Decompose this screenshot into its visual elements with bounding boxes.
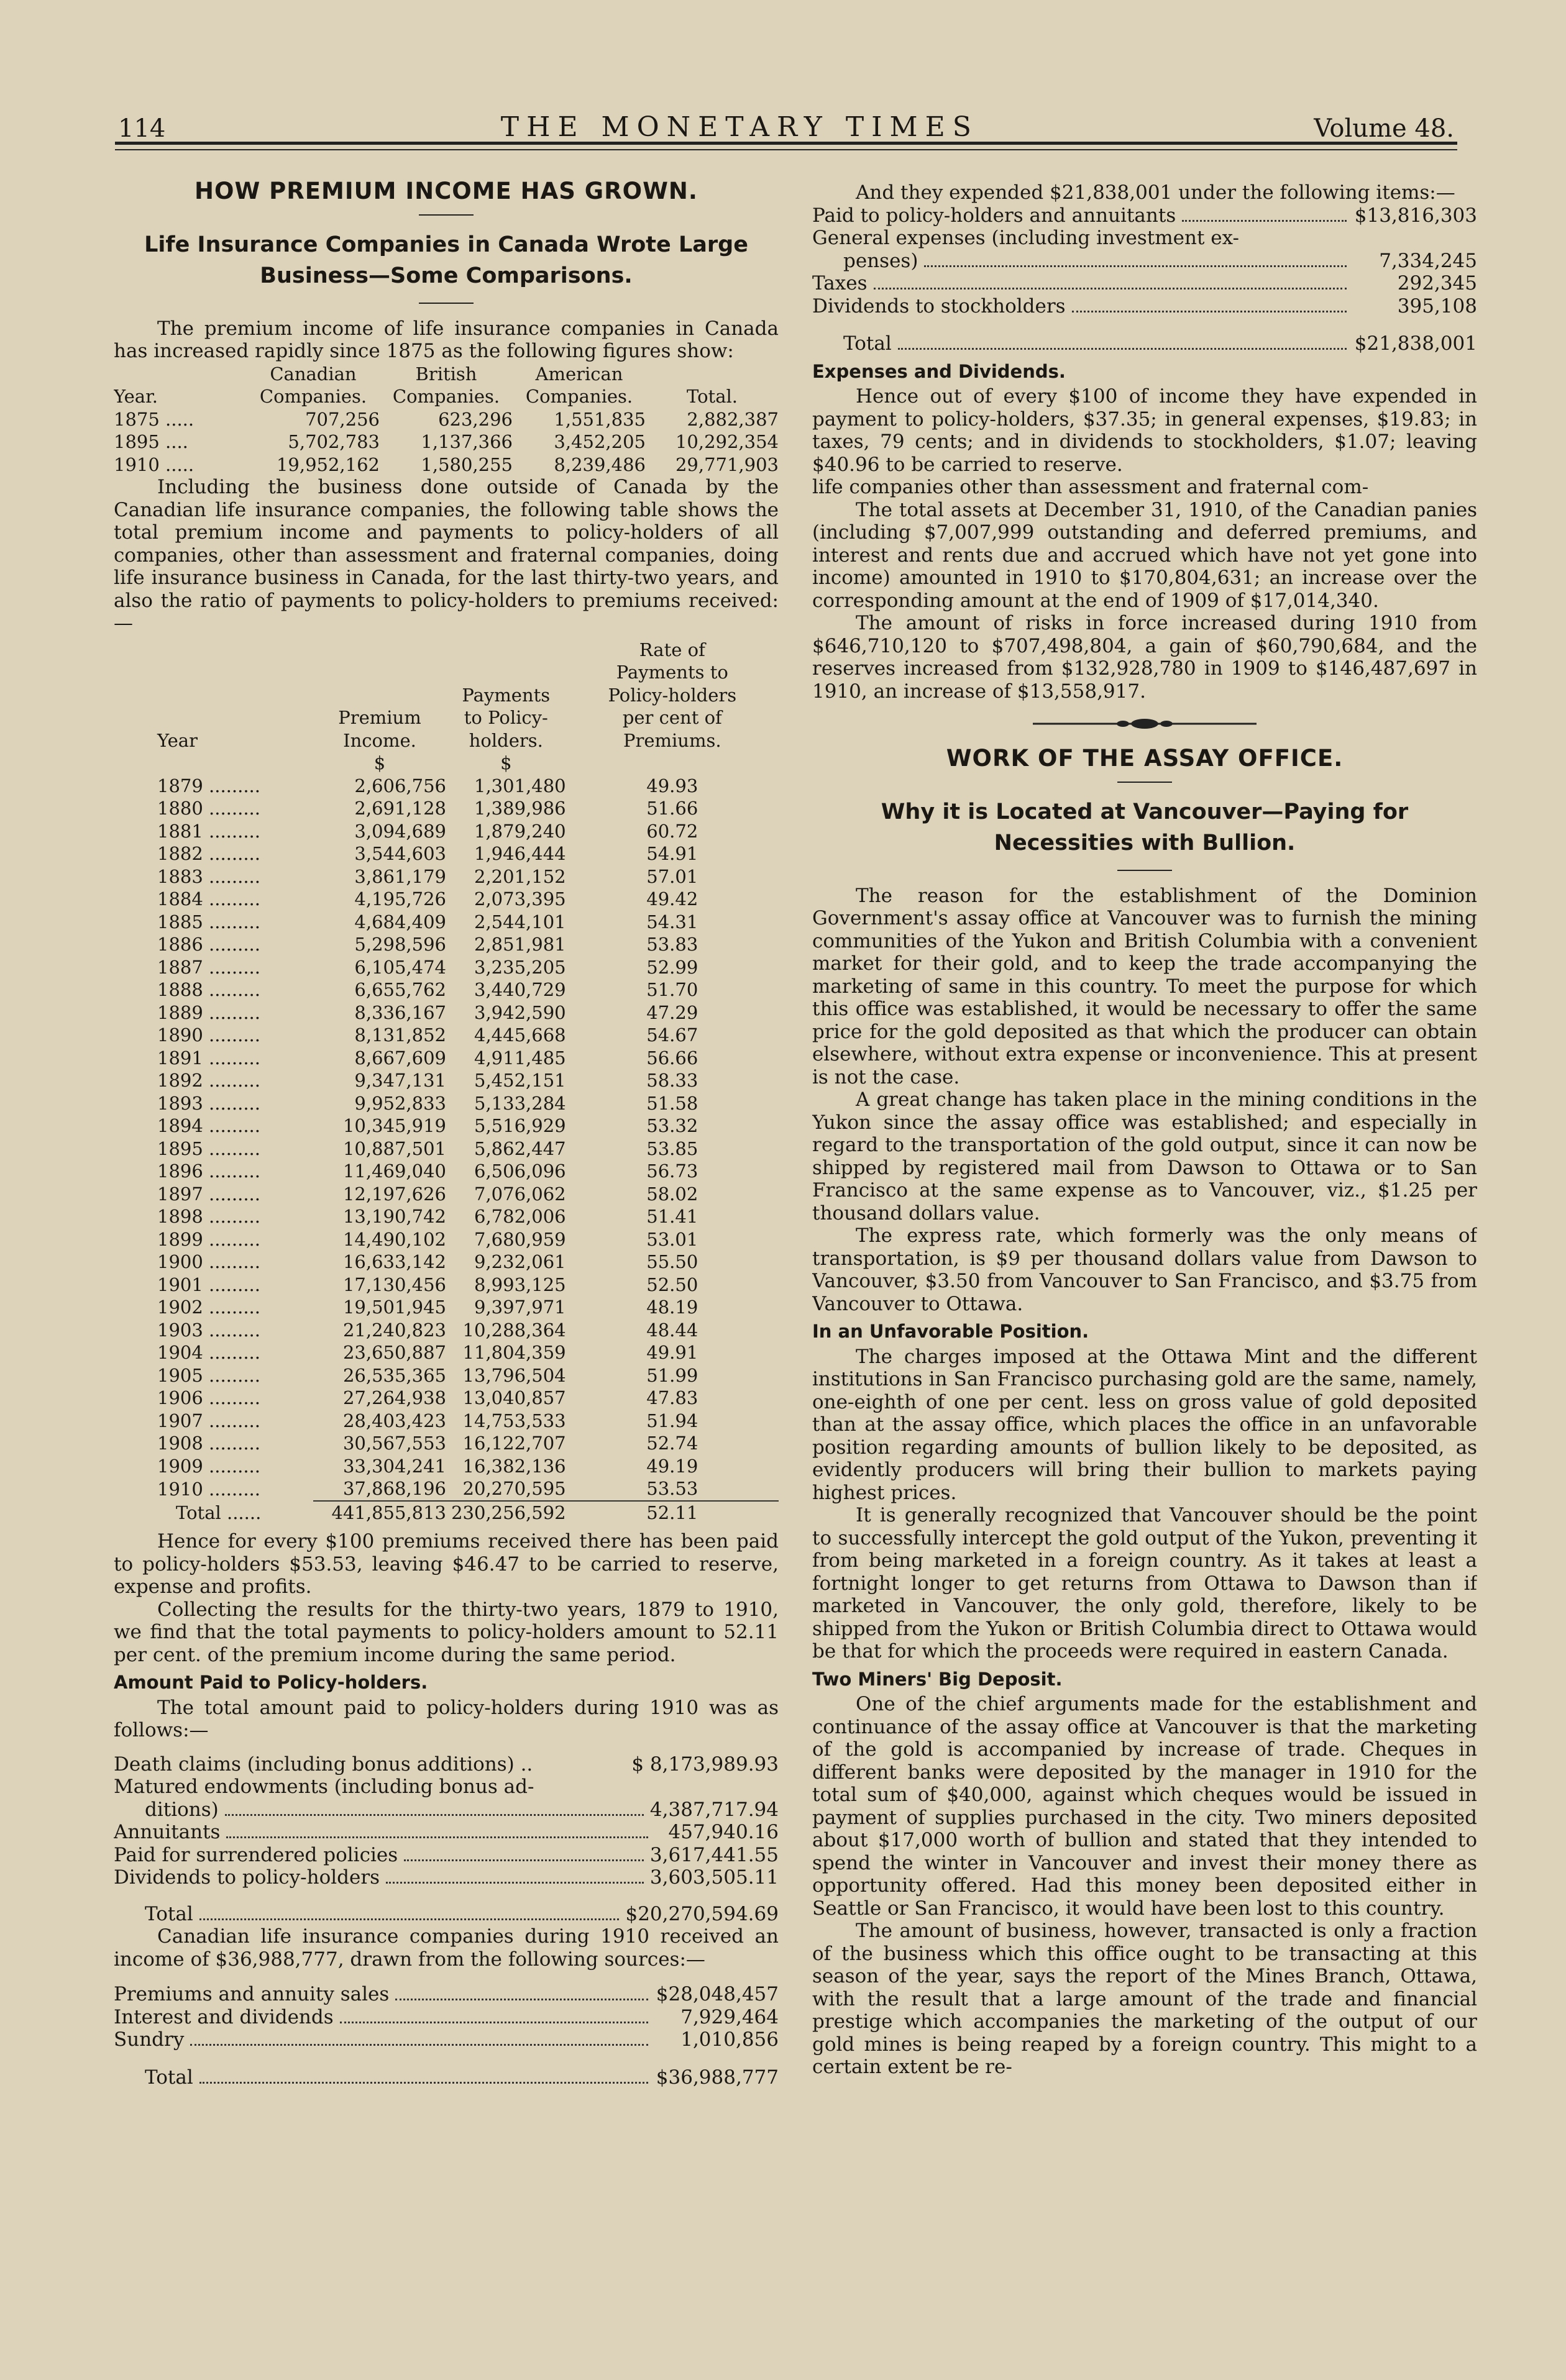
premium-cell: 14,490,102 — [342, 1228, 446, 1250]
rate-cell: 54.67 — [646, 1024, 698, 1046]
list-item — [114, 2006, 779, 2029]
table-row — [114, 1138, 779, 1160]
rate-cell: 51.41 — [646, 1206, 698, 1227]
payments-cell: 3,235,205 — [474, 956, 566, 978]
premium-cell: 30,567,553 — [342, 1433, 446, 1454]
paragraph: The express rate, which formerly was the only means of transportation, is $9 per thousand dollars value from Dawson to Vancouver, $3.50 from Vancouver to San Francisco, and $3.75 from Vancouver to Ottawa. — [812, 1224, 1477, 1315]
list-item — [114, 2028, 779, 2051]
item-label: Paid for surrendered policies — [114, 1843, 398, 1866]
payments-cell: 3,440,729 — [474, 979, 566, 1000]
british-cell: 1,580,255 — [421, 454, 513, 475]
item-label: Death claims (including bonus additions) .. — [114, 1753, 533, 1776]
rate-cell: 53.32 — [646, 1115, 698, 1136]
total-label: Total — [843, 332, 892, 355]
paragraph: The total assets at December 31, 1910, of the Canadian panies (including $7,007,999 outstanding and deferred premiums, and interest and rents due and accrued which have not yet gone into income) amounted in 1910 to $170,804,631; an increase over the corresponding amount at the end of 1909 of $17,014,340. — [812, 498, 1477, 612]
year-cell: 1908 ......... — [157, 1433, 260, 1454]
payments-cell: 13,040,857 — [462, 1387, 566, 1408]
item-value: 7,929,464 — [680, 2005, 779, 2028]
payments-cell: 2,544,101 — [474, 911, 566, 932]
american-cell: 1,551,835 — [554, 408, 646, 430]
payments-cell: 10,288,364 — [462, 1319, 566, 1341]
year-cell: 1890 ......... — [157, 1024, 260, 1046]
paragraph: The total amount paid to policy-holders during 1910 was as follows:— — [114, 1696, 779, 1741]
canadian-cell: 19,952,162 — [276, 454, 380, 475]
payments-cell: 20,270,595 — [462, 1478, 566, 1499]
exp-total-row — [812, 332, 1477, 355]
payments-cell: 9,397,971 — [474, 1297, 566, 1318]
table-row — [114, 1024, 779, 1047]
paid-total-row — [114, 1903, 779, 1926]
column-header: Payments to — [616, 662, 728, 683]
rate-cell: 58.02 — [646, 1183, 698, 1205]
year-cell: 1889 ......... — [157, 1001, 260, 1023]
rate-cell: 56.73 — [646, 1160, 698, 1182]
column-header: Policy-holders — [608, 684, 737, 706]
column-header: Year — [157, 729, 198, 751]
premium-cell: 9,347,131 — [354, 1070, 446, 1091]
article-heading: WORK OF THE ASSAY OFFICE. — [946, 745, 1344, 772]
paragraph: The amount of business, however, transacted is only a fraction of the business which this office ought to be transacting at this season of the year, says the report of the Mines Branch, Ottawa, with the result that a large amount of the trade and financial prestige which accompanies the marketing of the output of our gold mines is being reaped by a foreign country. This might to a certain extent be re- — [812, 1920, 1477, 2078]
payments-cell: 5,516,929 — [474, 1115, 566, 1136]
article-subheading: Why it is Located at Vancouver—Paying for Necessities with Bullion. — [881, 799, 1409, 855]
american-cell: 8,239,486 — [554, 454, 646, 475]
item-value: 457,940.16 — [668, 1821, 779, 1843]
premium-cell: 13,190,742 — [342, 1206, 446, 1227]
year-cell: 1875 ..... — [114, 408, 195, 430]
year-cell: 1903 ......... — [157, 1319, 260, 1341]
table-row — [114, 1160, 779, 1183]
premium-cell: 33,304,241 — [342, 1455, 446, 1477]
year-cell: 1884 ......... — [157, 888, 260, 910]
rate-cell: 51.94 — [646, 1410, 698, 1431]
table-row — [114, 1364, 779, 1387]
premium-payments-table — [114, 639, 779, 1525]
column-header: Income. — [343, 729, 416, 751]
column-header: Year. — [114, 386, 158, 407]
rate-cell: 49.19 — [646, 1455, 698, 1477]
table-row — [114, 1319, 779, 1342]
premium-cell: 19,501,945 — [342, 1297, 446, 1318]
item-value: 4,387,717.94 — [649, 1798, 779, 1821]
rate-cell: 55.50 — [646, 1251, 698, 1272]
total-payments: 230,256,592 — [451, 1502, 566, 1523]
column-header: American — [535, 363, 623, 385]
rate-cell: 49.91 — [646, 1342, 698, 1363]
year-cell: 1887 ......... — [157, 956, 260, 978]
table-row — [114, 797, 779, 820]
year-cell: 1910 ..... — [114, 454, 195, 475]
table-row — [114, 1274, 779, 1297]
list-item — [114, 1983, 779, 2006]
column-header: Companies. — [392, 386, 500, 407]
year-cell: 1899 ......... — [157, 1228, 260, 1250]
list-item — [114, 1753, 779, 1776]
total-label: Total ...... — [176, 1502, 262, 1523]
year-cell: 1891 ......... — [157, 1047, 260, 1069]
year-cell: 1904 ......... — [157, 1342, 260, 1363]
premium-cell: 3,544,603 — [354, 843, 446, 864]
year-cell: 1897 ......... — [157, 1183, 260, 1205]
table-row — [114, 911, 779, 934]
payments-cell: 2,851,981 — [474, 934, 566, 955]
premium-cell: 9,952,833 — [354, 1092, 446, 1114]
premium-cell: 26,535,365 — [342, 1364, 446, 1386]
rate-cell: 51.58 — [646, 1092, 698, 1114]
payments-cell: 3,942,590 — [474, 1001, 566, 1023]
rate-cell: 47.29 — [646, 1001, 698, 1023]
section-subheading: Two Miners' Big Deposit. — [812, 1668, 1063, 1690]
list-item — [812, 250, 1477, 273]
premium-cell: 28,403,423 — [342, 1410, 446, 1431]
rate-cell: 51.99 — [646, 1364, 698, 1386]
year-cell: 1883 ......... — [157, 865, 260, 887]
total-value: $20,270,594.69 — [625, 1902, 779, 1925]
rate-cell: 58.33 — [646, 1070, 698, 1091]
table-row — [114, 865, 779, 888]
paragraph: And they expended $21,838,001 under the following items:— — [856, 181, 1455, 204]
article-subheading: Life Insurance Companies in Canada Wrote Large Business—Some Comparisons. — [144, 232, 748, 288]
item-label: Annuitants — [114, 1821, 221, 1843]
expenditure-list — [812, 204, 1477, 318]
year-cell: 1895 .... — [114, 431, 188, 452]
paragraph: It is generally recognized that Vancouver should be the point to successfully intercept the gold output of the Yukon, preventing it from being marketed in a foreign country. As it takes at least a fortnight longer to get returns from Ottawa to Dawson than if marketed in Vancouver, the only gold, therefore, likely to be shipped from the Yukon or British Columbia direct to Ottawa would be that for which the proceeds were required in eastern Canada. — [812, 1504, 1477, 1662]
item-value: 292,345 — [1397, 272, 1477, 294]
list-item — [114, 1776, 779, 1799]
year-cell: 1893 ......... — [157, 1092, 260, 1114]
list-item — [114, 1866, 779, 1889]
paragraph: The reason for the establishment of the Dominion Government's assay office at Vancouver was to furnish the mining communities of the Yukon and British Columbia with a convenient market for their gold, and to keep the trade accompanying the marketing of same in this country. To meet the purpose for which this office was established, it would be necessary to offer the same price for the gold deposited as that which the producer can obtain elsewhere, without extra expense or inconvenience. This at present is not the case. — [812, 884, 1477, 1088]
year-cell: 1888 ......... — [157, 979, 260, 1000]
payments-cell: 9,232,061 — [474, 1251, 566, 1272]
rate-cell: 49.93 — [646, 775, 698, 796]
item-value: 3,617,441.55 — [649, 1843, 779, 1866]
column-header: Payments — [462, 684, 551, 706]
total-label: Total — [145, 1902, 193, 1925]
table-row — [114, 408, 779, 431]
table-row — [114, 775, 779, 798]
item-label: ditions) — [145, 1798, 219, 1821]
list-item — [114, 1799, 779, 1821]
rate-cell: 54.91 — [646, 843, 698, 864]
year-cell: 1896 ......... — [157, 1160, 260, 1182]
premium-cell: 12,197,626 — [342, 1183, 446, 1205]
payments-cell: 11,804,359 — [462, 1342, 566, 1363]
year-cell: 1885 ......... — [157, 911, 260, 932]
paragraph: Including the business done outside of Canada by the Canadian life insurance companies, the following table shows the total premium income and payments to policy-holders of all companies, other than assessment and fraternal companies, doing life insurance business in Canada, for the last thirty-two years, and also the ratio of payments to policy-holders to premiums received:— — [114, 476, 779, 634]
total-cell: 10,292,354 — [675, 431, 779, 452]
header-rule-thick — [115, 142, 1457, 145]
premium-cell: 16,633,142 — [342, 1251, 446, 1272]
rate-cell: 49.42 — [646, 888, 698, 910]
divider — [1117, 782, 1172, 783]
left-column — [114, 168, 779, 2355]
list-item — [812, 272, 1477, 295]
column-header: British — [415, 363, 477, 385]
item-label: Dividends to stockholders — [812, 294, 1066, 317]
premium-cell: 8,336,167 — [354, 1001, 446, 1023]
ornament-divider — [1033, 716, 1257, 731]
premium-cell: 17,130,456 — [342, 1274, 446, 1295]
table-total-row — [114, 1502, 779, 1525]
divider — [1117, 870, 1172, 871]
table-row — [114, 1001, 779, 1024]
rate-cell: 53.85 — [646, 1138, 698, 1159]
table-row — [114, 820, 779, 843]
table-row — [114, 842, 779, 865]
year-cell: 1880 ......... — [157, 798, 260, 819]
year-cell: 1898 ......... — [157, 1206, 260, 1227]
premium-cell: 6,105,474 — [354, 956, 446, 978]
item-value: 1,010,856 — [680, 2028, 779, 2051]
table-row — [114, 933, 779, 956]
year-cell: 1892 ......... — [157, 1070, 260, 1091]
payments-cell: 7,076,062 — [474, 1183, 566, 1205]
item-value: 3,603,505.11 — [649, 1866, 779, 1889]
total-value: $36,988,777 — [656, 2066, 779, 2089]
year-cell: 1906 ......... — [157, 1387, 260, 1408]
rate-cell: 60.72 — [646, 820, 698, 842]
table-row — [114, 978, 779, 1001]
table-row — [114, 1455, 779, 1478]
item-value: $13,816,303 — [1354, 204, 1477, 227]
paragraph: Canadian life insurance companies during 1910 received an income of $36,988,777, drawn from the following sources:— — [114, 1925, 779, 1971]
payments-cell: 5,862,447 — [474, 1138, 566, 1159]
premium-cell: 3,861,179 — [354, 865, 446, 887]
premium-cell: 23,650,887 — [342, 1342, 446, 1363]
british-cell: 1,137,366 — [421, 431, 513, 452]
premium-cell: 10,345,919 — [342, 1115, 446, 1136]
item-label: Taxes — [812, 272, 868, 294]
rate-cell: 48.44 — [646, 1319, 698, 1341]
payments-cell: 13,796,504 — [462, 1364, 566, 1386]
total-rate: 52.11 — [646, 1502, 698, 1523]
rate-cell: 52.50 — [646, 1274, 698, 1295]
total-cell: 2,882,387 — [687, 408, 779, 430]
item-label: Paid to policy-holders and annuitants — [812, 204, 1176, 227]
table-row — [114, 454, 779, 476]
list-item — [114, 1844, 779, 1867]
section-subheading: Amount Paid to Policy-holders. — [114, 1672, 428, 1693]
column-header: Total. — [687, 386, 738, 407]
item-value: 395,108 — [1397, 294, 1477, 317]
table-row — [114, 1115, 779, 1138]
premium-cell: 4,195,726 — [354, 888, 446, 910]
premium-cell: 37,868,196 — [342, 1478, 446, 1499]
year-cell: 1910 ......... — [157, 1478, 260, 1500]
premium-cell: 10,887,501 — [342, 1138, 446, 1159]
table-row — [114, 1410, 779, 1433]
table-row — [114, 1341, 779, 1364]
item-value: 7,334,245 — [1379, 249, 1477, 272]
column-header: $ — [373, 752, 386, 773]
table-row — [114, 1432, 779, 1455]
premium-cell: 8,667,609 — [354, 1047, 446, 1069]
premium-cell: 27,264,938 — [342, 1387, 446, 1408]
table-row — [114, 1183, 779, 1206]
payments-cell: 16,122,707 — [462, 1433, 566, 1454]
payments-cell: 1,879,240 — [474, 820, 566, 842]
total-premium: 441,855,813 — [331, 1502, 446, 1523]
table-row — [114, 1228, 779, 1251]
table-row — [114, 1387, 779, 1410]
column-header: $ — [500, 752, 512, 773]
column-header: to Policy- — [464, 707, 548, 728]
page-header — [118, 93, 1454, 143]
column-header: per cent of — [622, 707, 722, 728]
payments-cell: 7,680,959 — [474, 1228, 566, 1250]
year-cell: 1886 ......... — [157, 934, 260, 955]
list-item — [812, 227, 1477, 250]
premium-cell: 11,469,040 — [342, 1160, 446, 1182]
paragraph: The charges imposed at the Ottawa Mint and the different institutions in San Francisco purchasing gold are the same, namely, one-eighth of one per cent. less on gross value of gold deposited than at the assay office, which places the office in an unfavorable position regarding amounts of bullion likely to be deposited, as evidently producers will bring their bullion to markets paying highest prices. — [812, 1345, 1477, 1504]
income-total-row — [114, 2066, 779, 2089]
year-cell: 1879 ......... — [157, 775, 260, 796]
payments-cell: 16,382,136 — [462, 1455, 566, 1477]
rate-cell: 48.19 — [646, 1297, 698, 1318]
section-subheading: Expenses and Dividends. — [812, 360, 1066, 382]
premium-comparison-table — [114, 363, 779, 476]
payments-cell: 5,133,284 — [474, 1092, 566, 1114]
premium-cell: 5,298,596 — [354, 934, 446, 955]
canadian-cell: 707,256 — [305, 408, 380, 430]
paragraph: Hence out of every $100 of income they have expended in payment to policy-holders, $37.35; in general expenses, $19.83; in taxes, 79 cents; and in dividends to stockholders, $1.07; leaving $40.96 to be carried to reserve. — [812, 385, 1477, 476]
payments-cell: 4,911,485 — [474, 1047, 566, 1069]
premium-cell: 2,691,128 — [354, 798, 446, 819]
american-cell: 3,452,205 — [554, 431, 646, 452]
item-label: General expenses (including investment ex- — [812, 227, 1240, 249]
table-row — [114, 1092, 779, 1115]
table-row — [114, 1296, 779, 1319]
rate-cell: 56.66 — [646, 1047, 698, 1069]
volume-label: Volume 48. — [1314, 114, 1454, 143]
paragraph: The amount of risks in force increased during 1910 from $646,710,120 to $707,498,804, a gain of $60,790,684, and the reserves increased from $132,928,780 in 1909 to $146,487,697 in 1910, an increase of $13,558,917. — [812, 612, 1477, 703]
table-row — [114, 431, 779, 454]
item-label: Dividends to policy-holders — [114, 1866, 380, 1889]
item-value: $ 8,173,989.93 — [631, 1753, 779, 1776]
table-row — [114, 1205, 779, 1228]
paragraph: A great change has taken place in the mining conditions in the Yukon since the assay office was established; and especially in regard to the transportation of the gold output, since it can now be shipped by registered mail from Dawson to Ottawa or to San Francisco at the same expense as to Vancouver, viz., $1.25 per thousand dollars value. — [812, 1088, 1477, 1224]
column-header: Companies. — [259, 386, 367, 407]
column-header: Rate of — [639, 639, 705, 660]
year-cell: 1905 ......... — [157, 1364, 260, 1386]
column-header: Companies. — [525, 386, 633, 407]
premium-cell: 2,606,756 — [354, 775, 446, 796]
column-header: Premium — [338, 707, 421, 728]
rate-cell: 54.31 — [646, 911, 698, 932]
premium-cell: 3,094,689 — [354, 820, 446, 842]
premium-cell: 4,684,409 — [354, 911, 446, 932]
divider — [419, 303, 474, 304]
year-cell: 1894 ......... — [157, 1115, 260, 1136]
item-label: Interest and dividends — [114, 2005, 334, 2028]
total-label: Total — [145, 2066, 193, 2089]
rate-cell: 57.01 — [646, 865, 698, 887]
rate-cell: 51.70 — [646, 979, 698, 1000]
paragraph: Collecting the results for the thirty-two years, 1879 to 1910, we find that the total payments to policy-holders amount to 52.11 per cent. of the premium income during the same period. — [114, 1598, 779, 1666]
paragraph: life companies other than assessment and fraternal com- — [812, 476, 1369, 498]
payments-cell: 6,782,006 — [474, 1206, 566, 1227]
page-number: 114 — [118, 114, 166, 143]
payments-cell: 14,753,533 — [462, 1410, 566, 1431]
total-cell: 29,771,903 — [675, 454, 779, 475]
year-cell: 1901 ......... — [157, 1274, 260, 1295]
british-cell: 623,296 — [438, 408, 513, 430]
rate-cell: 51.66 — [646, 798, 698, 819]
premium-cell: 6,655,762 — [354, 979, 446, 1000]
income-list — [114, 1983, 779, 2051]
year-cell: 1881 ......... — [157, 820, 260, 842]
payments-cell: 6,506,096 — [474, 1160, 566, 1182]
payments-cell: 1,389,986 — [474, 798, 566, 819]
year-cell: 1907 ......... — [157, 1410, 260, 1431]
payments-cell: 4,445,668 — [474, 1024, 566, 1046]
canadian-cell: 5,702,783 — [288, 431, 380, 452]
payments-cell: 2,201,152 — [474, 865, 566, 887]
table-row — [114, 956, 779, 979]
rate-cell: 52.74 — [646, 1433, 698, 1454]
list-item — [114, 1821, 779, 1844]
paid-list — [114, 1753, 779, 1889]
year-cell: 1882 ......... — [157, 843, 260, 864]
year-cell: 1900 ......... — [157, 1251, 260, 1272]
item-label: Premiums and annuity sales — [114, 1983, 390, 2005]
list-item — [812, 204, 1477, 227]
column-header: holders. — [469, 729, 543, 751]
premium-cell: 8,131,852 — [354, 1024, 446, 1046]
payments-cell: 1,301,480 — [474, 775, 566, 796]
table-row — [114, 1047, 779, 1070]
payments-cell: 1,946,444 — [474, 843, 566, 864]
rate-cell: 53.53 — [646, 1478, 698, 1499]
year-cell: 1902 ......... — [157, 1297, 260, 1318]
column-header: Canadian — [270, 363, 357, 385]
payments-cell: 2,073,395 — [474, 888, 566, 910]
total-value: $21,838,001 — [1354, 332, 1477, 355]
right-column — [812, 168, 1477, 2355]
year-cell: 1895 ......... — [157, 1138, 260, 1159]
item-label: Sundry — [114, 2028, 185, 2051]
rate-cell: 52.99 — [646, 956, 698, 978]
header-rule-thin — [115, 149, 1457, 150]
table-row — [114, 1069, 779, 1092]
paragraph: One of the chief arguments made for the establishment and continuance of the assay office at Vancouver is that the marketing of the gold is accompanied by increase of trade. Cheques in different banks were deposited by the manager in 1910 for the total sum of $40,000, against which cheques would be issued in payment of supplies purchased in the city. Two miners deposited about $17,000 worth of bullion and stated that they intended to spend the winter in Vancouver and invest their money there as opportunity offered. Had this money been deposited either in Seattle or San Francisco, it would have been lost to this country. — [812, 1693, 1477, 1920]
table-row — [114, 1477, 779, 1501]
rate-cell: 53.01 — [646, 1228, 698, 1250]
list-item — [812, 295, 1477, 318]
payments-cell: 5,452,151 — [474, 1070, 566, 1091]
year-cell: 1909 ......... — [157, 1455, 260, 1477]
paragraph: The premium income of life insurance companies in Canada has increased rapidly since 1875 as the following figures show: — [114, 317, 779, 362]
table-row — [114, 1251, 779, 1274]
table-row — [114, 888, 779, 911]
rate-cell: 47.83 — [646, 1387, 698, 1408]
publication-title: THE MONETARY TIMES — [500, 111, 979, 143]
divider — [419, 214, 474, 216]
item-label: penses) — [843, 249, 918, 272]
payments-cell: 8,993,125 — [474, 1274, 566, 1295]
item-value: $28,048,457 — [656, 1983, 779, 2005]
item-label: Matured endowments (including bonus ad- — [114, 1776, 534, 1798]
section-subheading: In an Unfavorable Position. — [812, 1321, 1089, 1342]
premium-cell: 21,240,823 — [342, 1319, 446, 1341]
column-header: Premiums. — [623, 729, 721, 751]
article-heading: HOW PREMIUM INCOME HAS GROWN. — [195, 178, 698, 204]
paragraph: Hence for every $100 premiums received there has been paid to policy-holders $53.53, leaving $46.47 to be carried to reserve, expense and profits. — [114, 1530, 779, 1598]
rate-cell: 53.83 — [646, 934, 698, 955]
